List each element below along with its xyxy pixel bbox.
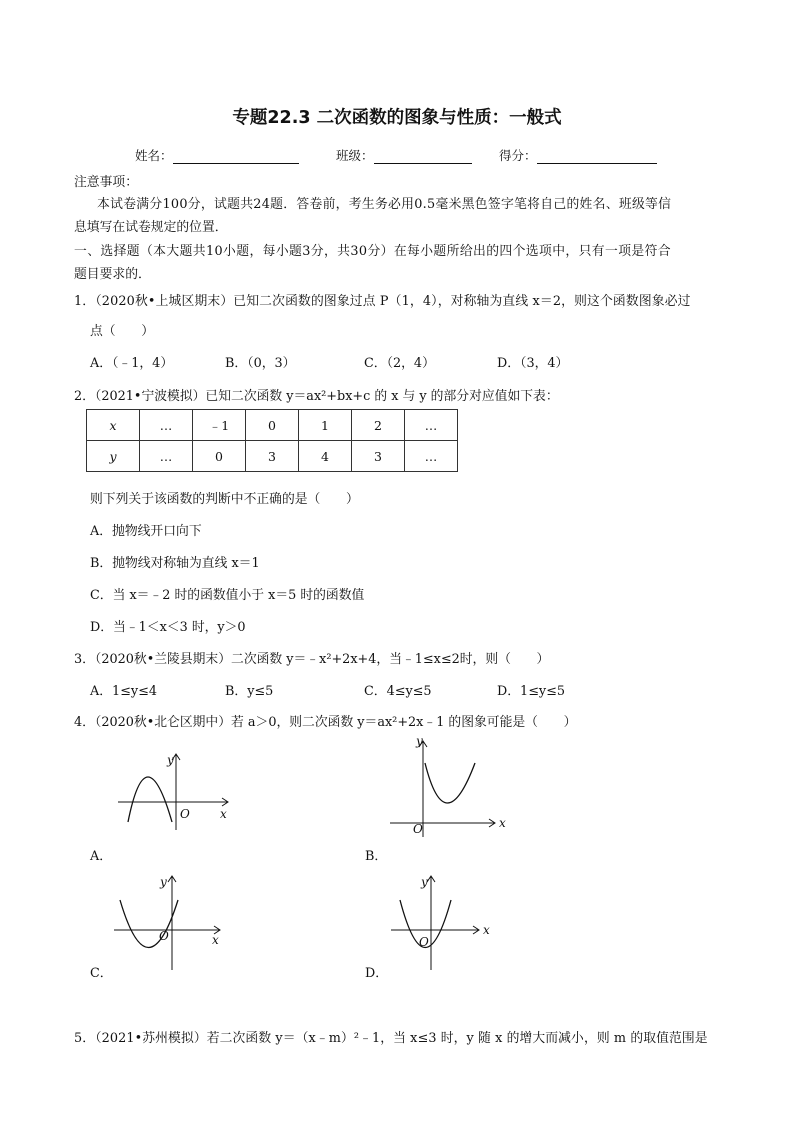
name-label: 姓名： — [135, 148, 173, 163]
q4-option-c[interactable]: C． — [90, 966, 113, 981]
q5-stem: 5．（2021•苏州模拟）若二次函数 y＝（x﹣m）²﹣1，当 x≤3 时，y 随 x 的增大而减小，则 m 的取值范围是 — [74, 1031, 708, 1046]
score-label: 得分： — [499, 148, 537, 163]
section-heading-line-2: 题目要求的． — [74, 267, 151, 282]
table-cell: … — [405, 410, 458, 441]
table-cell: … — [405, 441, 458, 472]
x-axis-label: x — [483, 923, 490, 937]
q2-option-c[interactable]: C．当 x＝﹣2 时的函数值小于 x＝5 时的函数值 — [90, 588, 365, 603]
x-axis-label: x — [499, 816, 506, 830]
table-cell: ﹣1 — [193, 410, 246, 441]
y-axis-label: y — [160, 875, 167, 889]
x-axis-label: x — [220, 807, 227, 821]
table-cell: 3 — [246, 441, 299, 472]
q2-option-d[interactable]: D．当﹣1＜x＜3 时，y＞0 — [90, 620, 246, 635]
x-axis-label: x — [212, 933, 219, 947]
table-cell: x — [87, 410, 140, 441]
q4-graph-a[interactable] — [110, 750, 240, 830]
y-axis-label: y — [421, 875, 428, 889]
section-heading-line-1: 一、选择题（本大题共10小题，每小题3分，共30分）在每小题所给出的四个选项中，只有一项是符合 — [74, 244, 671, 259]
table-cell: 0 — [246, 410, 299, 441]
origin-label: O — [159, 929, 169, 943]
q3-option-d[interactable]: D．1≤y≤5 — [497, 684, 566, 699]
q1-stem-line-1: 1．（2020秋•上城区期末）已知二次函数的图象过点 P（1，4），对称轴为直线 x＝2，则这个函数图象必过 — [74, 294, 691, 309]
q4-option-d[interactable]: D． — [365, 966, 389, 981]
class-field[interactable] — [336, 146, 472, 164]
q4-option-a[interactable]: A． — [90, 849, 113, 864]
q1-option-d[interactable]: D．（3，4） — [497, 356, 569, 371]
q3-option-a[interactable]: A．1≤y≤4 — [90, 684, 157, 699]
table-cell: 1 — [299, 410, 352, 441]
score-blank[interactable] — [537, 150, 657, 164]
q3-option-c[interactable]: C．4≤y≤5 — [364, 684, 432, 699]
q2-value-table — [86, 409, 458, 472]
table-row — [87, 441, 458, 472]
name-field[interactable] — [135, 146, 299, 164]
table-cell: 4 — [299, 441, 352, 472]
table-cell: … — [140, 441, 193, 472]
q2-stem: 2．（2021•宁波模拟）已知二次函数 y＝ax²+bx+c 的 x 与 y 的部分对应值如下表： — [74, 389, 559, 404]
q2-option-b[interactable]: B．抛物线对称轴为直线 x＝1 — [90, 556, 260, 571]
q4-graph-d[interactable] — [385, 870, 510, 970]
class-label: 班级： — [336, 148, 374, 163]
table-cell: 2 — [352, 410, 405, 441]
page-title: 专题22.3 二次函数的图象与性质：一般式 — [232, 108, 562, 128]
origin-label: O — [419, 935, 429, 949]
q3-option-b[interactable]: B．y≤5 — [225, 684, 274, 699]
q1-stem-line-2: 点（ ） — [90, 324, 154, 339]
table-cell: … — [140, 410, 193, 441]
name-blank[interactable] — [173, 150, 299, 164]
table-cell: 0 — [193, 441, 246, 472]
table-cell: 3 — [352, 441, 405, 472]
score-field[interactable] — [499, 146, 657, 164]
y-axis-label: y — [167, 753, 174, 767]
notice-heading: 注意事项： — [74, 175, 138, 190]
origin-label: O — [180, 807, 190, 821]
q1-option-a[interactable]: A．（﹣1，4） — [90, 356, 174, 371]
q4-option-b[interactable]: B． — [365, 849, 388, 864]
table-cell: y — [87, 441, 140, 472]
q1-option-c[interactable]: C．（2，4） — [364, 356, 435, 371]
q2-prompt: 则下列关于该函数的判断中不正确的是（ ） — [90, 492, 359, 507]
notice-line-2: 息填写在试卷规定的位置． — [74, 220, 228, 235]
notice-line-1: 本试卷满分100分，试题共24题．答卷前，考生务必用0.5毫米黑色签字笔将自己的姓名、班级等信 — [97, 197, 672, 212]
q4-stem: 4．（2020秋•北仑区期中）若 a＞0，则二次函数 y＝ax²+2x﹣1 的图象可能是（ ） — [74, 715, 577, 730]
q4-graph-b[interactable] — [385, 733, 510, 838]
y-axis-label: y — [416, 734, 423, 748]
q1-option-b[interactable]: B．（0，3） — [225, 356, 296, 371]
class-blank[interactable] — [374, 150, 472, 164]
q3-stem: 3．（2020秋•兰陵县期末）二次函数 y＝﹣x²+2x+4，当﹣1≤x≤2时，则（ ） — [74, 652, 550, 667]
table-row — [87, 410, 458, 441]
q4-graph-c[interactable] — [108, 870, 233, 970]
origin-label: O — [413, 822, 423, 836]
q2-option-a[interactable]: A．抛物线开口向下 — [90, 524, 202, 539]
